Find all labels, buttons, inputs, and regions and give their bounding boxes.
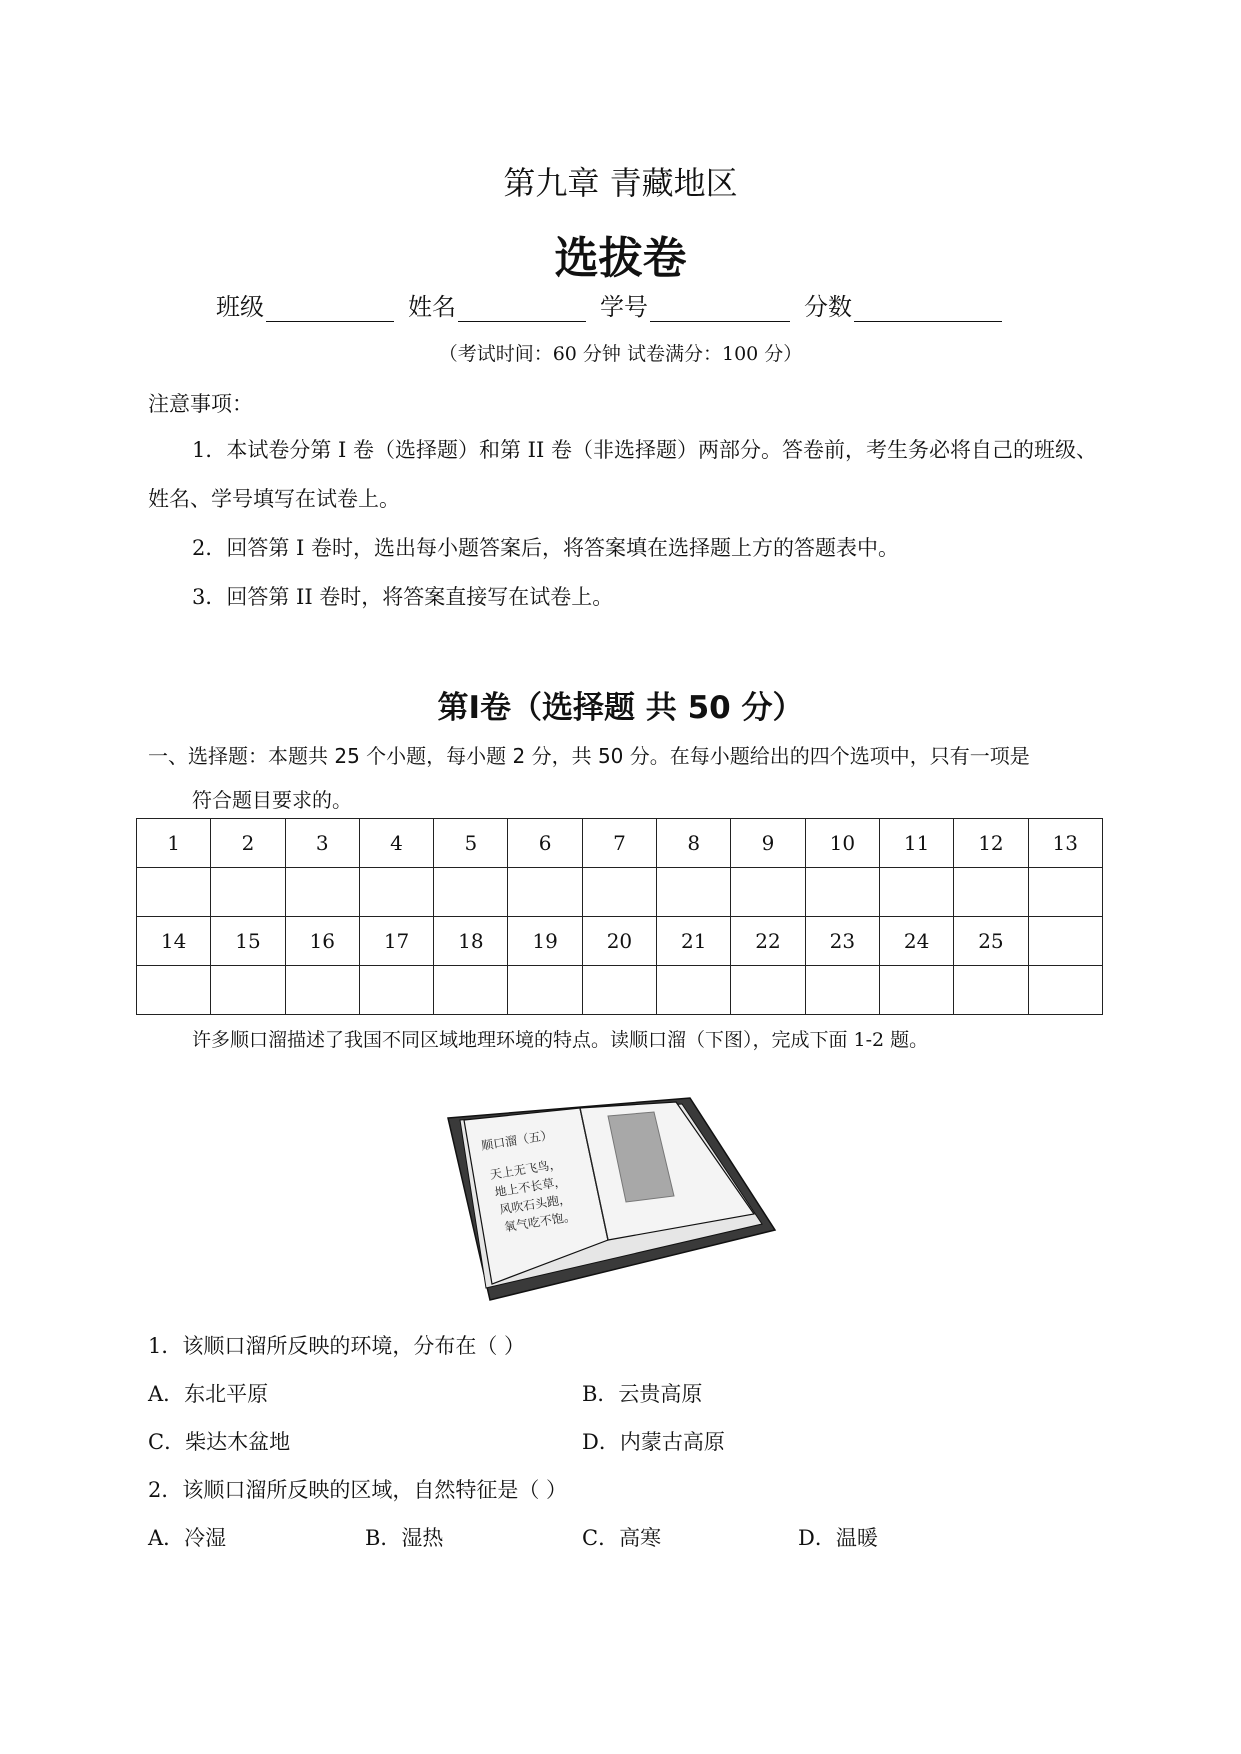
qnum-cell: 24 (879, 917, 953, 966)
material-intro: 许多顺口溜描述了我国不同区域地理环境的特点。读顺口溜（下图），完成下面 1-2 题。 (192, 1029, 929, 1051)
qnum-cell: 17 (359, 917, 433, 966)
qnum-cell: 1 (137, 819, 211, 868)
q1-option-b[interactable]: B．云贵高原 (582, 1382, 703, 1406)
answer-cell[interactable] (359, 966, 433, 1015)
qnum-cell: 21 (657, 917, 731, 966)
qnum-cell: 16 (285, 917, 359, 966)
q2-option-d[interactable]: D．温暖 (798, 1526, 878, 1550)
class-blank[interactable] (266, 295, 394, 322)
student-info-row (216, 286, 1036, 322)
notes-title: 注意事项： (148, 392, 253, 416)
answer-cell[interactable] (508, 868, 582, 917)
qnum-cell: 14 (137, 917, 211, 966)
answer-cell[interactable] (137, 966, 211, 1015)
answer-cell[interactable] (1028, 868, 1102, 917)
chapter-title: 第九章 青藏地区 (503, 164, 738, 202)
qnum-cell: 9 (731, 819, 805, 868)
qnum-cell: 6 (508, 819, 582, 868)
class-label: 班级 (216, 293, 264, 321)
answer-cell[interactable] (582, 868, 656, 917)
rhyme-line-4: 氧气吃不饱。 (503, 1209, 577, 1235)
qnum-cell: 3 (285, 819, 359, 868)
section-1-title: 第I卷（选择题 共 50 分） (437, 690, 804, 726)
answer-cell[interactable] (954, 966, 1028, 1015)
qnum-cell: 8 (657, 819, 731, 868)
score-label: 分数 (804, 293, 852, 321)
note-1-cont: 姓名、学号填写在试卷上。 (148, 487, 400, 511)
qnum-cell: 10 (805, 819, 879, 868)
qnum-cell: 15 (211, 917, 285, 966)
q2-option-c[interactable]: C．高寒 (582, 1526, 662, 1550)
note-3-text: 3．回答第 II 卷时，将答案直接写在试卷上。 (192, 585, 614, 609)
score-blank[interactable] (854, 295, 1002, 322)
answer-input-row-1 (137, 868, 1103, 917)
class-field[interactable] (216, 286, 394, 322)
answer-header-row-1 (137, 819, 1103, 868)
answer-cell[interactable] (211, 966, 285, 1015)
qnum-cell: 5 (434, 819, 508, 868)
qnum-cell: 20 (582, 917, 656, 966)
q1-option-c[interactable]: C．柴达木盆地 (148, 1430, 291, 1454)
name-label: 姓名 (408, 293, 456, 321)
score-field[interactable] (804, 286, 1002, 322)
answer-cell[interactable] (582, 966, 656, 1015)
answer-cell[interactable] (657, 868, 731, 917)
open-book-figure (440, 1090, 800, 1320)
answer-cell[interactable] (731, 868, 805, 917)
note-2-text: 2．回答第 I 卷时，选出每小题答案后，将答案填在选择题上方的答题表中。 (192, 536, 900, 560)
note-2 (148, 524, 1108, 573)
answer-cell[interactable] (211, 868, 285, 917)
rhyme-heading: 顺口溜（五） (480, 1127, 554, 1153)
rhyme-line-1: 天上无飞鸟， (488, 1156, 563, 1182)
answer-cell[interactable] (359, 868, 433, 917)
qnum-cell: 22 (731, 917, 805, 966)
note-1-text: 1．本试卷分第 I 卷（选择题）和第 II 卷（非选择题）两部分。答卷前，考生务必将自己的班级、 (192, 438, 1097, 462)
qnum-cell: 13 (1028, 819, 1102, 868)
exam-time: （考试时间：60 分钟 试卷满分：100 分） (438, 343, 803, 365)
rhyme-line-2: 地上不长草， (493, 1174, 568, 1200)
qnum-cell: 4 (359, 819, 433, 868)
answer-cell[interactable] (879, 966, 953, 1015)
qnum-cell: 11 (879, 819, 953, 868)
qnum-cell (1028, 917, 1102, 966)
answer-header-row-2 (137, 917, 1103, 966)
answer-cell[interactable] (1028, 966, 1102, 1015)
answer-cell[interactable] (137, 868, 211, 917)
main-title: 选拔卷 (554, 233, 687, 284)
qnum-cell: 25 (954, 917, 1028, 966)
q1-option-d[interactable]: D．内蒙古高原 (582, 1430, 725, 1454)
answer-cell[interactable] (657, 966, 731, 1015)
student-id-blank[interactable] (650, 295, 790, 322)
q1-option-a[interactable]: A．东北平原 (148, 1382, 269, 1406)
answer-cell[interactable] (879, 868, 953, 917)
qnum-cell: 19 (508, 917, 582, 966)
student-id-field[interactable] (600, 286, 790, 322)
answer-cell[interactable] (434, 868, 508, 917)
question-2-stem: 2．该顺口溜所反映的区域，自然特征是（ ） (148, 1478, 568, 1502)
answer-cell[interactable] (285, 966, 359, 1015)
answer-cell[interactable] (805, 966, 879, 1015)
q2-option-a[interactable]: A．冷湿 (148, 1526, 227, 1550)
answer-cell[interactable] (285, 868, 359, 917)
note-3 (148, 573, 1108, 622)
qnum-cell: 2 (211, 819, 285, 868)
answer-cell[interactable] (731, 966, 805, 1015)
answer-input-row-2 (137, 966, 1103, 1015)
name-field[interactable] (408, 286, 586, 322)
name-blank[interactable] (458, 295, 586, 322)
answer-table (136, 818, 1103, 1015)
rhyme-line-3: 风吹石头跑， (498, 1191, 572, 1217)
student-id-label: 学号 (600, 293, 648, 321)
section-1-instruction-cont: 符合题目要求的。 (192, 788, 352, 812)
answer-cell[interactable] (805, 868, 879, 917)
q2-option-b[interactable]: B．湿热 (365, 1526, 444, 1550)
answer-cell[interactable] (434, 966, 508, 1015)
qnum-cell: 7 (582, 819, 656, 868)
qnum-cell: 12 (954, 819, 1028, 868)
question-1-stem: 1．该顺口溜所反映的环境，分布在（ ） (148, 1334, 526, 1358)
note-1 (148, 426, 1108, 475)
qnum-cell: 23 (805, 917, 879, 966)
answer-cell[interactable] (954, 868, 1028, 917)
answer-cell[interactable] (508, 966, 582, 1015)
qnum-cell: 18 (434, 917, 508, 966)
section-1-instruction: 一、选择题：本题共 25 个小题，每小题 2 分，共 50 分。在每小题给出的四个选项中，只有一项是 (148, 744, 1030, 768)
